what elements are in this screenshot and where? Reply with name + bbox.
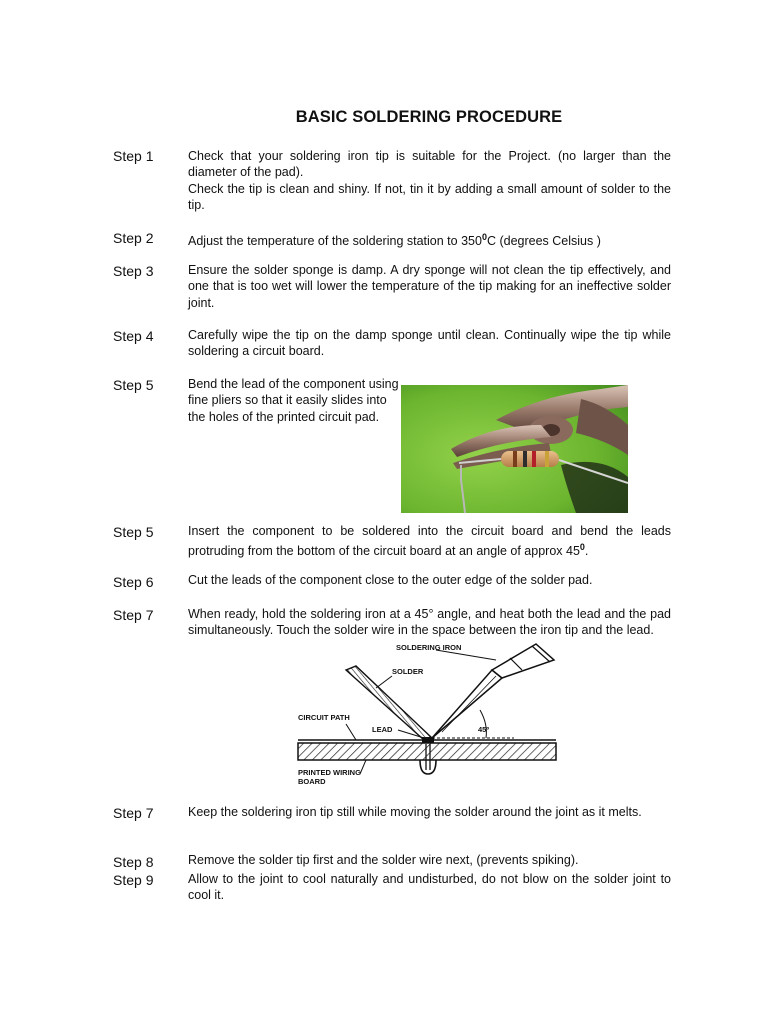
label-angle: 45º — [478, 725, 490, 734]
soldering-diagram — [296, 640, 560, 788]
step-7a-label: Step 7 — [113, 607, 154, 623]
step-1-line-1: Check that your soldering iron tip is suitable for the Project. (no larger than the diameter of the pad). — [188, 149, 671, 180]
step-7b-label: Step 7 — [113, 805, 154, 821]
step-3-text: Ensure the solder sponge is damp. A dry sponge will not clean the tip effectively, and one that is too wet will lower the temperature of the tip making for an ineffective solder joint. — [188, 263, 671, 310]
degree-superscript: 0 — [481, 232, 487, 242]
step-2-text-end: C (degrees Celsius ) — [486, 234, 601, 249]
step-2-text-main: Adjust the temperature of the soldering station to 350 — [188, 234, 482, 249]
degree-superscript: 0 — [579, 542, 585, 553]
step-1-label: Step 1 — [113, 148, 154, 164]
step-9-text: Allow to the joint to cool naturally and undisturbed, do not blow on the solder joint to cool it. — [188, 872, 671, 903]
step-7a-text: When ready, hold the soldering iron at a 45° angle, and heat both the lead and the pad simultaneously. Touch the solder wire in the space between the iron tip and the lead. — [188, 607, 671, 638]
step-2-label: Step 2 — [113, 230, 154, 246]
step-5a-label: Step 5 — [113, 377, 154, 393]
step-3-label: Step 3 — [113, 263, 154, 279]
label-board-line-2: BOARD — [298, 777, 326, 786]
step-6-label: Step 6 — [113, 574, 154, 590]
step-5b-text — [188, 523, 671, 560]
page-title: BASIC SOLDERING PROCEDURE — [295, 108, 563, 126]
step-6-text: Cut the leads of the component close to the outer edge of the solder pad. — [188, 573, 593, 587]
step-8-text: Remove the solder tip first and the solder wire next, (prevents spiking). — [188, 853, 579, 867]
step-5b-text-main: Insert the component to be soldered into the circuit board and bend the leads protruding from the bottom of the circuit board at an angle of approx 45 — [188, 524, 671, 559]
step-8-label: Step 8 — [113, 854, 154, 870]
label-board-line-1: PRINTED WIRING — [298, 768, 361, 777]
step-7b-text: Keep the soldering iron tip still while moving the solder around the joint as it melts. — [188, 805, 642, 819]
step-5a-text: Bend the lead of the component using fine pliers so that it easily slides into the holes of the printed circuit pad. — [188, 377, 399, 424]
step-5b-label: Step 5 — [113, 524, 154, 540]
label-lead: LEAD — [372, 725, 393, 734]
label-solder: SOLDER — [392, 667, 424, 676]
step-2-text — [188, 229, 671, 250]
step-4-label: Step 4 — [113, 328, 154, 344]
step-4-text: Carefully wipe the tip on the damp sponge until clean. Continually wipe the tip while soldering a circuit board. — [188, 328, 671, 359]
label-soldering-iron: SOLDERING IRON — [396, 643, 462, 652]
step-5b-text-end: . — [584, 544, 589, 559]
label-circuit-path: CIRCUIT PATH — [298, 713, 350, 722]
pliers-resistor-photo — [401, 385, 628, 513]
step-1-text — [188, 148, 671, 214]
step-9-label: Step 9 — [113, 872, 154, 888]
step-1-line-2: Check the tip is clean and shiny. If not, tin it by adding a small amount of solder to the tip. — [188, 181, 671, 213]
